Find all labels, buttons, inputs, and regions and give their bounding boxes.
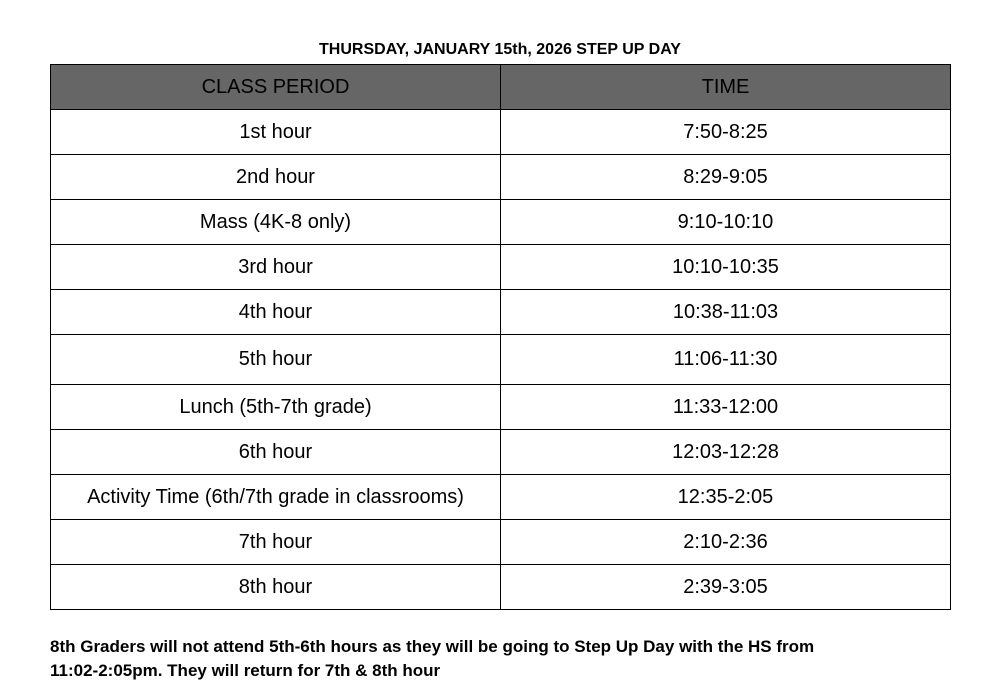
period-cell: 5th hour [51,335,501,385]
period-cell: 4th hour [51,290,501,335]
period-cell: Mass (4K-8 only) [51,200,501,245]
time-cell: 10:10-10:35 [501,245,951,290]
column-header-time: TIME [501,65,951,110]
table-row [51,245,951,290]
period-cell: 2nd hour [51,155,501,200]
period-cell: Activity Time (6th/7th grade in classrooms) [51,475,501,520]
time-cell: 11:06-11:30 [501,335,951,385]
table-header-row [51,65,951,110]
page-title: THURSDAY, JANUARY 15th, 2026 STEP UP DAY [319,41,681,58]
time-cell: 10:38-11:03 [501,290,951,335]
table-row [51,385,951,430]
period-cell: Lunch (5th-7th grade) [51,385,501,430]
table-row [51,475,951,520]
time-cell: 12:35-2:05 [501,475,951,520]
time-cell: 2:10-2:36 [501,520,951,565]
period-cell: 7th hour [51,520,501,565]
period-cell: 6th hour [51,430,501,475]
table-row [51,200,951,245]
time-cell: 8:29-9:05 [501,155,951,200]
time-cell: 2:39-3:05 [501,565,951,610]
time-cell: 7:50-8:25 [501,110,951,155]
period-cell: 1st hour [51,110,501,155]
table-row [51,520,951,565]
eighth-grade-note [50,635,930,683]
table-row [51,335,951,385]
time-cell: 9:10-10:10 [501,200,951,245]
period-cell: 3rd hour [51,245,501,290]
table-row [51,430,951,475]
table-row [51,290,951,335]
note-line: 11:02-2:05pm. They will return for 7th & 8th hour [50,661,441,680]
column-header-class-period: CLASS PERIOD [51,65,501,110]
schedule-table [50,64,951,610]
time-cell: 12:03-12:28 [501,430,951,475]
table-row [51,565,951,610]
table-row [51,110,951,155]
period-cell: 8th hour [51,565,501,610]
table-row [51,155,951,200]
note-line: 8th Graders will not attend 5th-6th hours as they will be going to Step Up Day with the HS from [50,637,815,656]
time-cell: 11:33-12:00 [501,385,951,430]
